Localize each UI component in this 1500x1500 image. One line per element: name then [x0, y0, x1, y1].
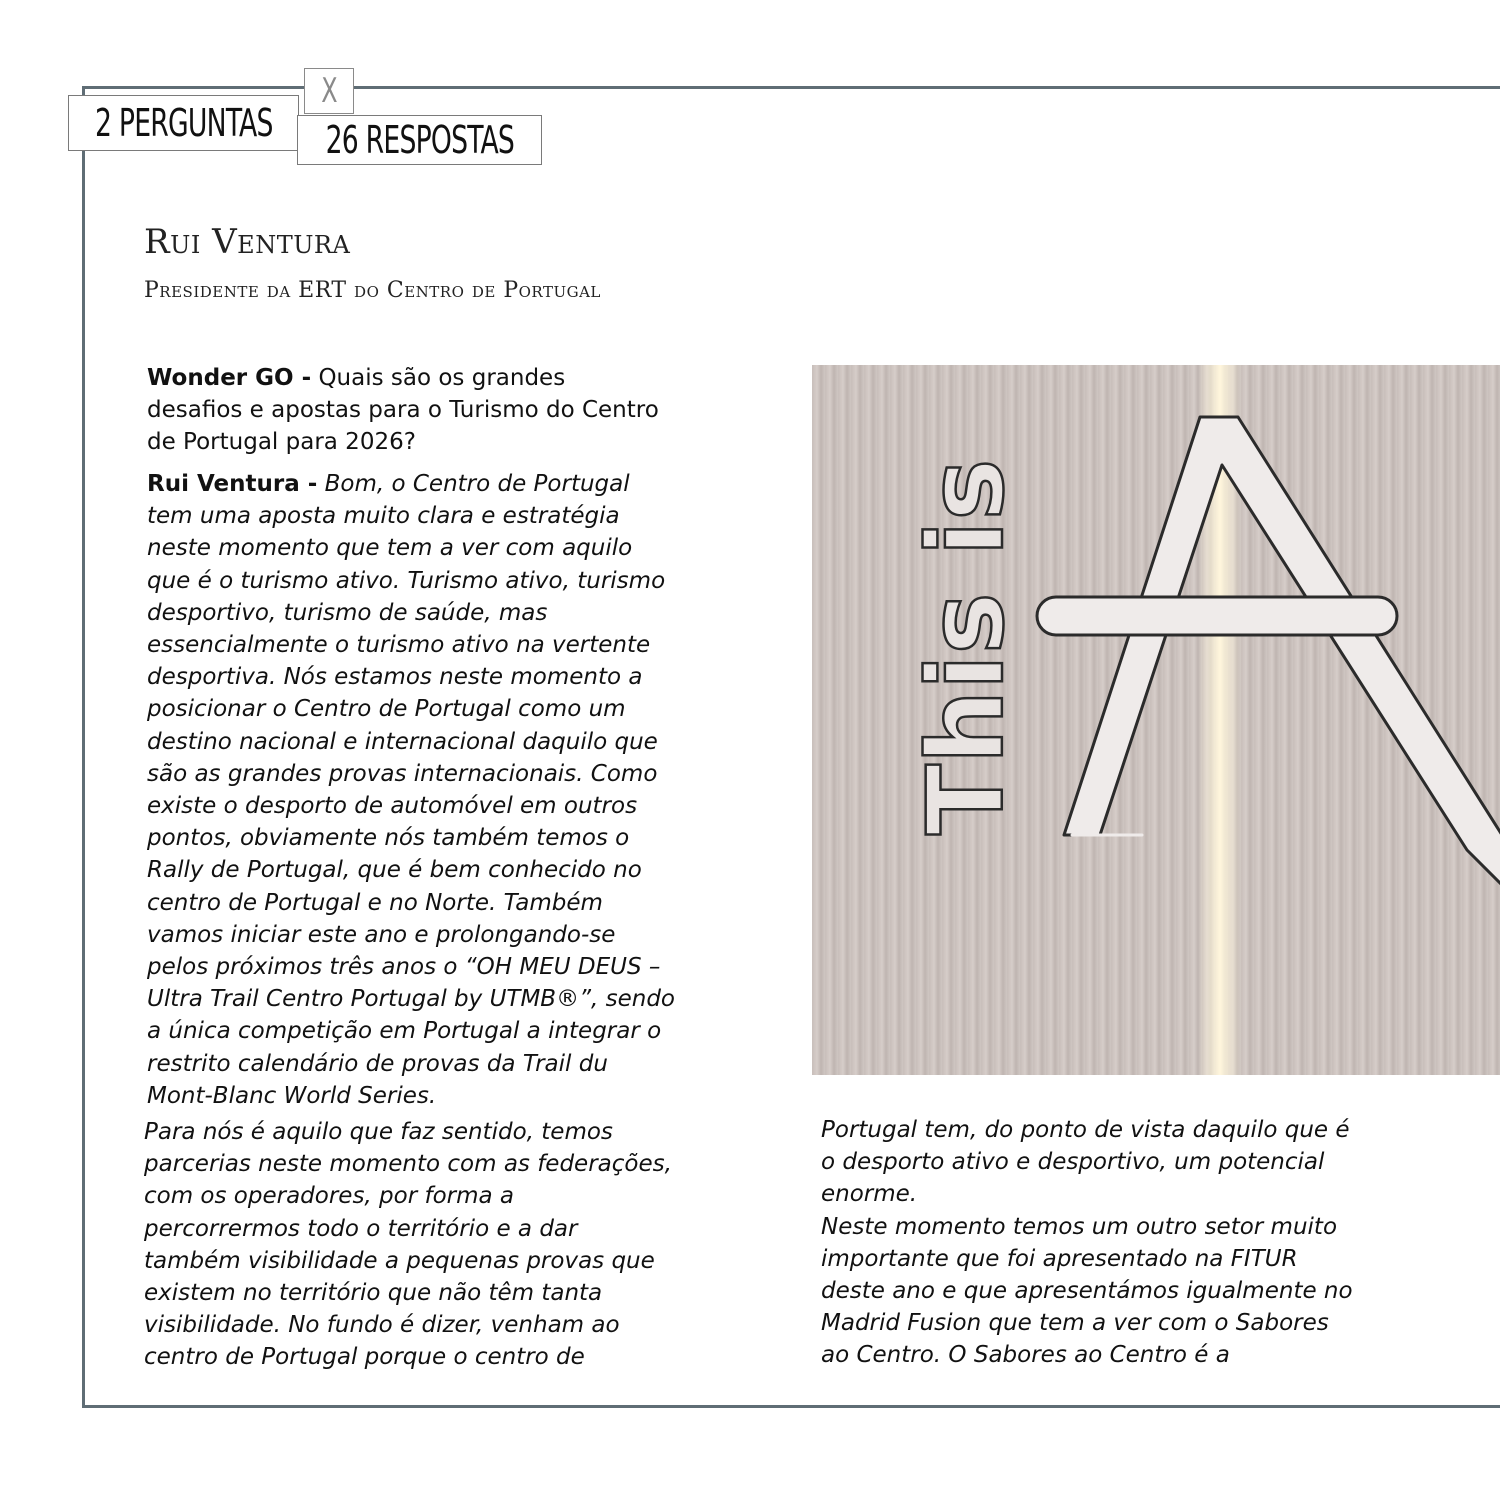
respostas-label: 26 RESPOSTAS: [325, 118, 514, 162]
this-is-text: [905, 459, 1027, 835]
answer-continued-col3: [821, 1114, 1361, 1372]
letter-a-sign: [1037, 417, 1500, 885]
interviewee-name: Rui Ventura: [144, 222, 351, 262]
sign-photo-illustration: [812, 365, 1500, 1075]
answer-col3-paragraph-1: Portugal tem, do ponto de vista daquilo que é o desporto ativo e desportivo, um potencial enorme.: [821, 1117, 1350, 1208]
interviewee-role: Presidente da ERT do Centro de Portugal: [144, 278, 601, 303]
answer-text: Bom, o Centro de Portugal tem uma aposta muito clara e estratégia neste momento que tem a ver com aquilo que é o turismo ativo. Turismo ativo, turismo desportivo, turismo de saúde, mas essencialmente o turismo ativo na vertente desportiva. Nós estamos neste momento a posicionar o Centro de Portugal como um destino nacional e internacional daquilo que são as grandes provas internacionais. Como existe o desporto de automóvel em outros pontos, obviamente nós também temos o Rally de Portugal, que é bem conhecido no centro de Portugal e no Norte. Também vamos iniciar este ano e prolongando-se pelos próximos três anos o “OH MEU DEUS – Ultra Trail Centro Portugal by UTMB®”, sendo a única competição em Portugal a integrar o restrito calendário de provas da Trail du Mont-Blanc World Series.: [147, 471, 675, 1109]
question-speaker: Wonder GO -: [147, 365, 312, 391]
perguntas-tag: [68, 95, 299, 151]
answer-continued-col2: Para nós é aquilo que faz sentido, temos parcerias neste momento com as federações, com os operadores, por forma a percorrermos todo o território e a dar também visibilidade a pequenas provas que existem no território que não têm tanta visibilidade. No fundo é dizer, venham ao centro de Portugal porque o centro de: [144, 1119, 672, 1371]
answer-col3-paragraph-2: Neste momento temos um outro setor muito importante que foi apresentado na FITUR deste ano e que apresentámos igualmente no Madrid Fusion que tem a ver com o Sabores ao Centro. O Sabores ao Centro é a: [821, 1213, 1353, 1369]
question-text: Quais são os grandes desafios e apostas para o Turismo do Centro de Portugal para 2026?: [147, 365, 659, 456]
x-label: X: [320, 71, 338, 111]
x-tag: [304, 68, 354, 114]
sign-text: This is: [905, 458, 1027, 835]
sign-photo: [812, 365, 1500, 1075]
answer-block: [147, 468, 677, 1112]
question-block: [147, 362, 667, 459]
perguntas-label: 2 PERGUNTAS: [94, 101, 273, 145]
answer-speaker: Rui Ventura -: [147, 471, 318, 497]
respostas-tag: [297, 115, 542, 165]
